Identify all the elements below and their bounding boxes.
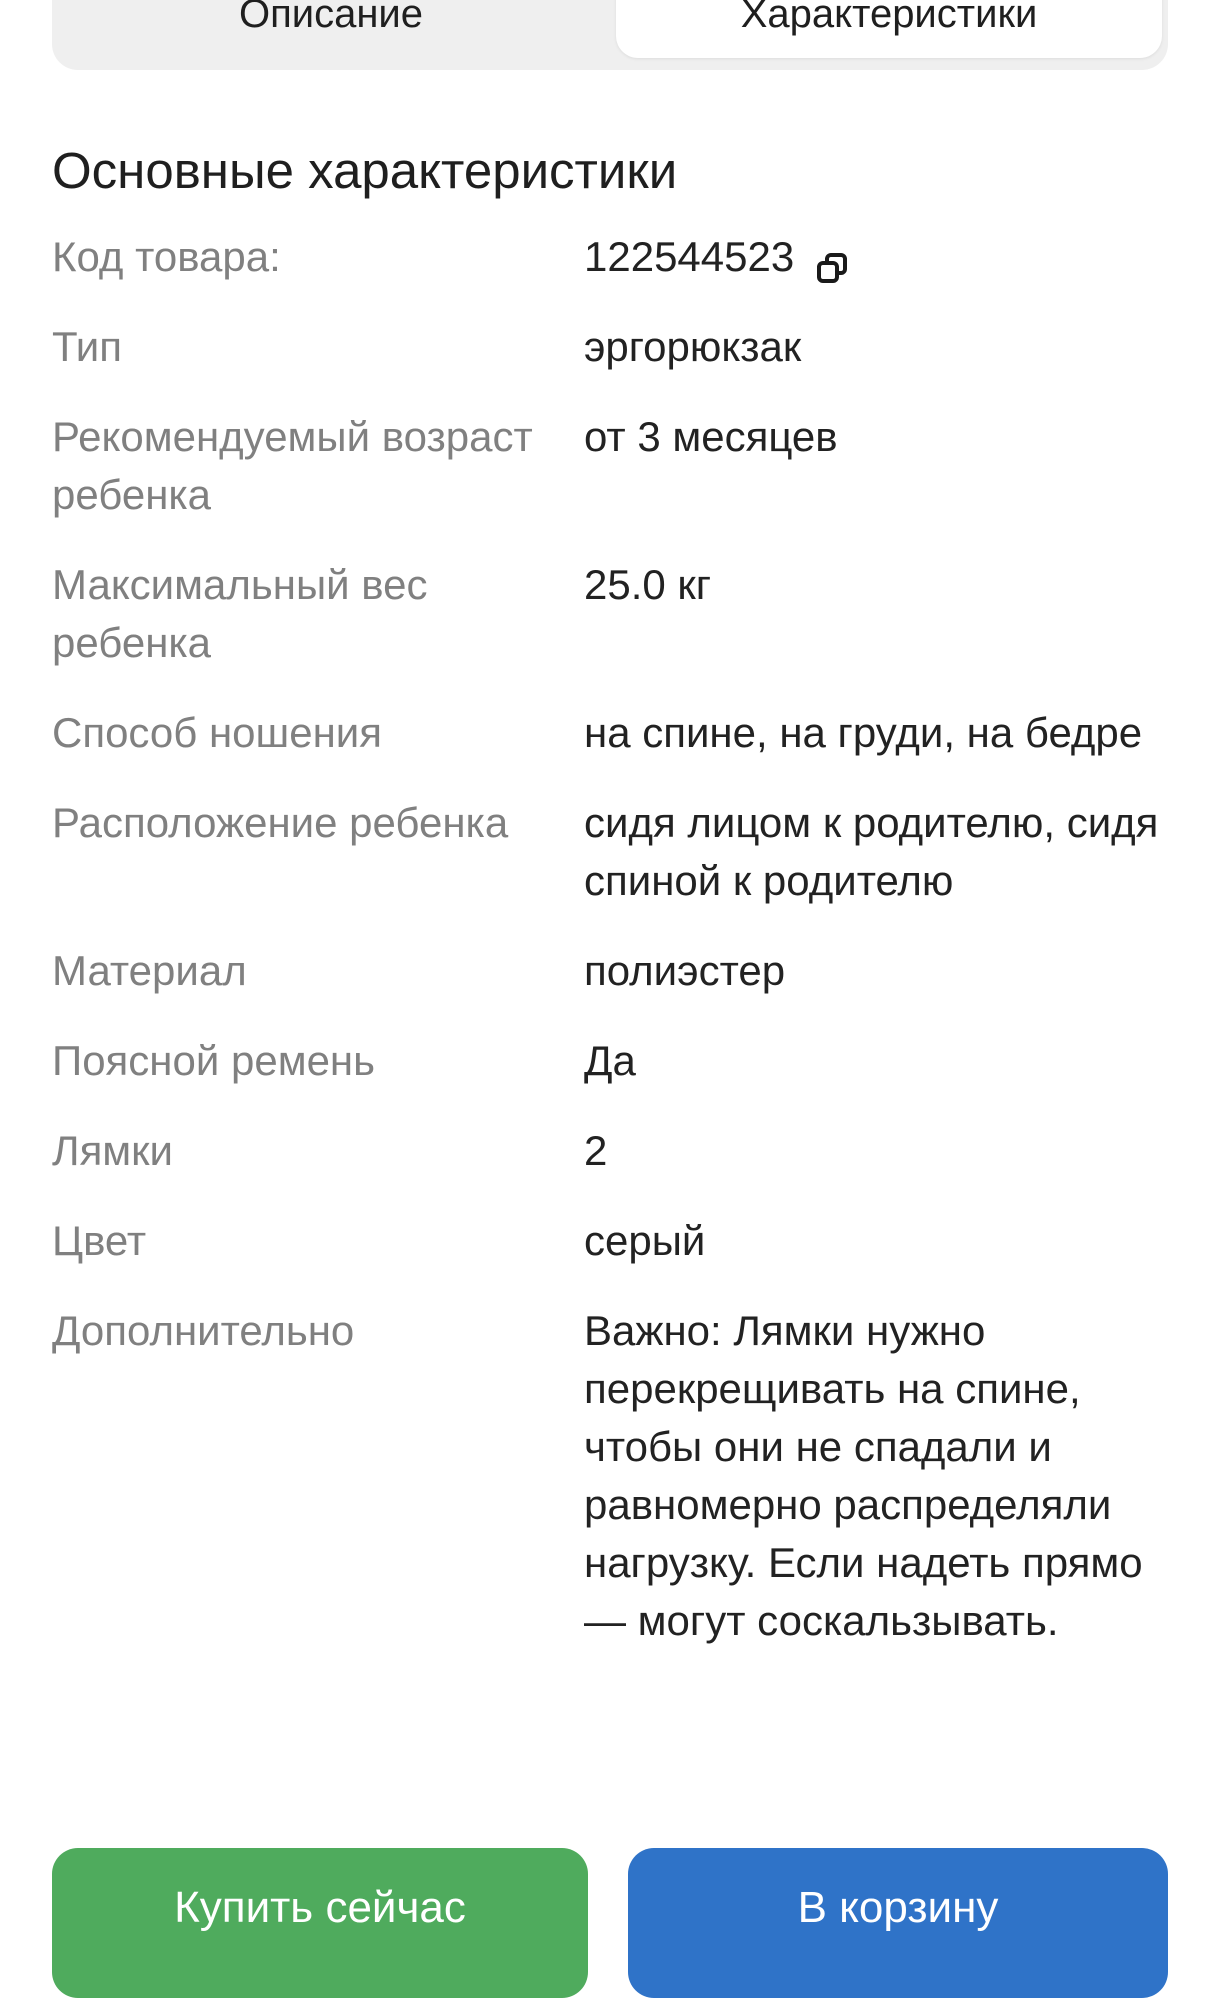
spec-row-straps xyxy=(52,1122,1168,1180)
spec-value: сидя лицом к родителю, сидя спиной к родителю xyxy=(584,799,1159,904)
spec-label: Способ ношения xyxy=(52,709,382,756)
spec-row-additional xyxy=(52,1302,1168,1650)
spec-label: Поясной ремень xyxy=(52,1037,375,1084)
spec-label: Лямки xyxy=(52,1127,174,1174)
add-to-cart-button[interactable] xyxy=(628,1848,1168,1998)
tab-description[interactable] xyxy=(58,0,604,58)
spec-row-material xyxy=(52,942,1168,1000)
copy-icon[interactable] xyxy=(816,241,848,273)
tab-specifications[interactable] xyxy=(616,0,1162,58)
spec-value xyxy=(584,228,1168,286)
tab-bar xyxy=(52,0,1168,70)
section-title: Основные характеристики xyxy=(52,142,678,199)
buy-now-label: Купить сейчас xyxy=(174,1883,466,1932)
spec-value: 2 xyxy=(584,1127,608,1174)
spec-value: Да xyxy=(584,1037,636,1084)
spec-label: Тип xyxy=(52,323,123,370)
spec-value: на спине, на груди, на бедре xyxy=(584,709,1143,756)
spec-label: Код товара: xyxy=(52,233,281,280)
spec-row-carry-method xyxy=(52,704,1168,762)
spec-value: от 3 месяцев xyxy=(584,413,838,460)
spec-label: Расположение ребенка xyxy=(52,799,509,846)
spec-row-max-weight xyxy=(52,556,1168,672)
spec-label: Цвет xyxy=(52,1217,147,1264)
spec-row-product-code xyxy=(52,228,1168,286)
tab-specifications-label: Характеристики xyxy=(740,0,1038,36)
spec-value: Важно: Лямки нужно перекрещивать на спине, чтобы они не спадали и равномерно распределяли нагрузку. Если надеть прямо — могут соскальзывать. xyxy=(584,1307,1143,1644)
spec-value: эргорюкзак xyxy=(584,323,802,370)
spec-list xyxy=(52,228,1168,1682)
spec-row-color xyxy=(52,1212,1168,1270)
add-to-cart-label: В корзину xyxy=(797,1883,999,1932)
spec-row-type xyxy=(52,318,1168,376)
spec-value: 25.0 кг xyxy=(584,561,712,608)
spec-label: Максимальный вес ребенка xyxy=(52,561,428,666)
spec-row-recommended-age xyxy=(52,408,1168,524)
spec-value: серый xyxy=(584,1217,706,1264)
buy-now-button[interactable] xyxy=(52,1848,588,1998)
spec-row-child-position xyxy=(52,794,1168,910)
product-code-value: 122544523 xyxy=(584,233,795,280)
spec-label: Дополнительно xyxy=(52,1307,355,1354)
spec-row-waist-belt xyxy=(52,1032,1168,1090)
spec-value: полиэстер xyxy=(584,947,786,994)
spec-label: Рекомендуемый возраст ребенка xyxy=(52,413,533,518)
tab-description-label: Описание xyxy=(238,0,424,36)
spec-label: Материал xyxy=(52,947,247,994)
